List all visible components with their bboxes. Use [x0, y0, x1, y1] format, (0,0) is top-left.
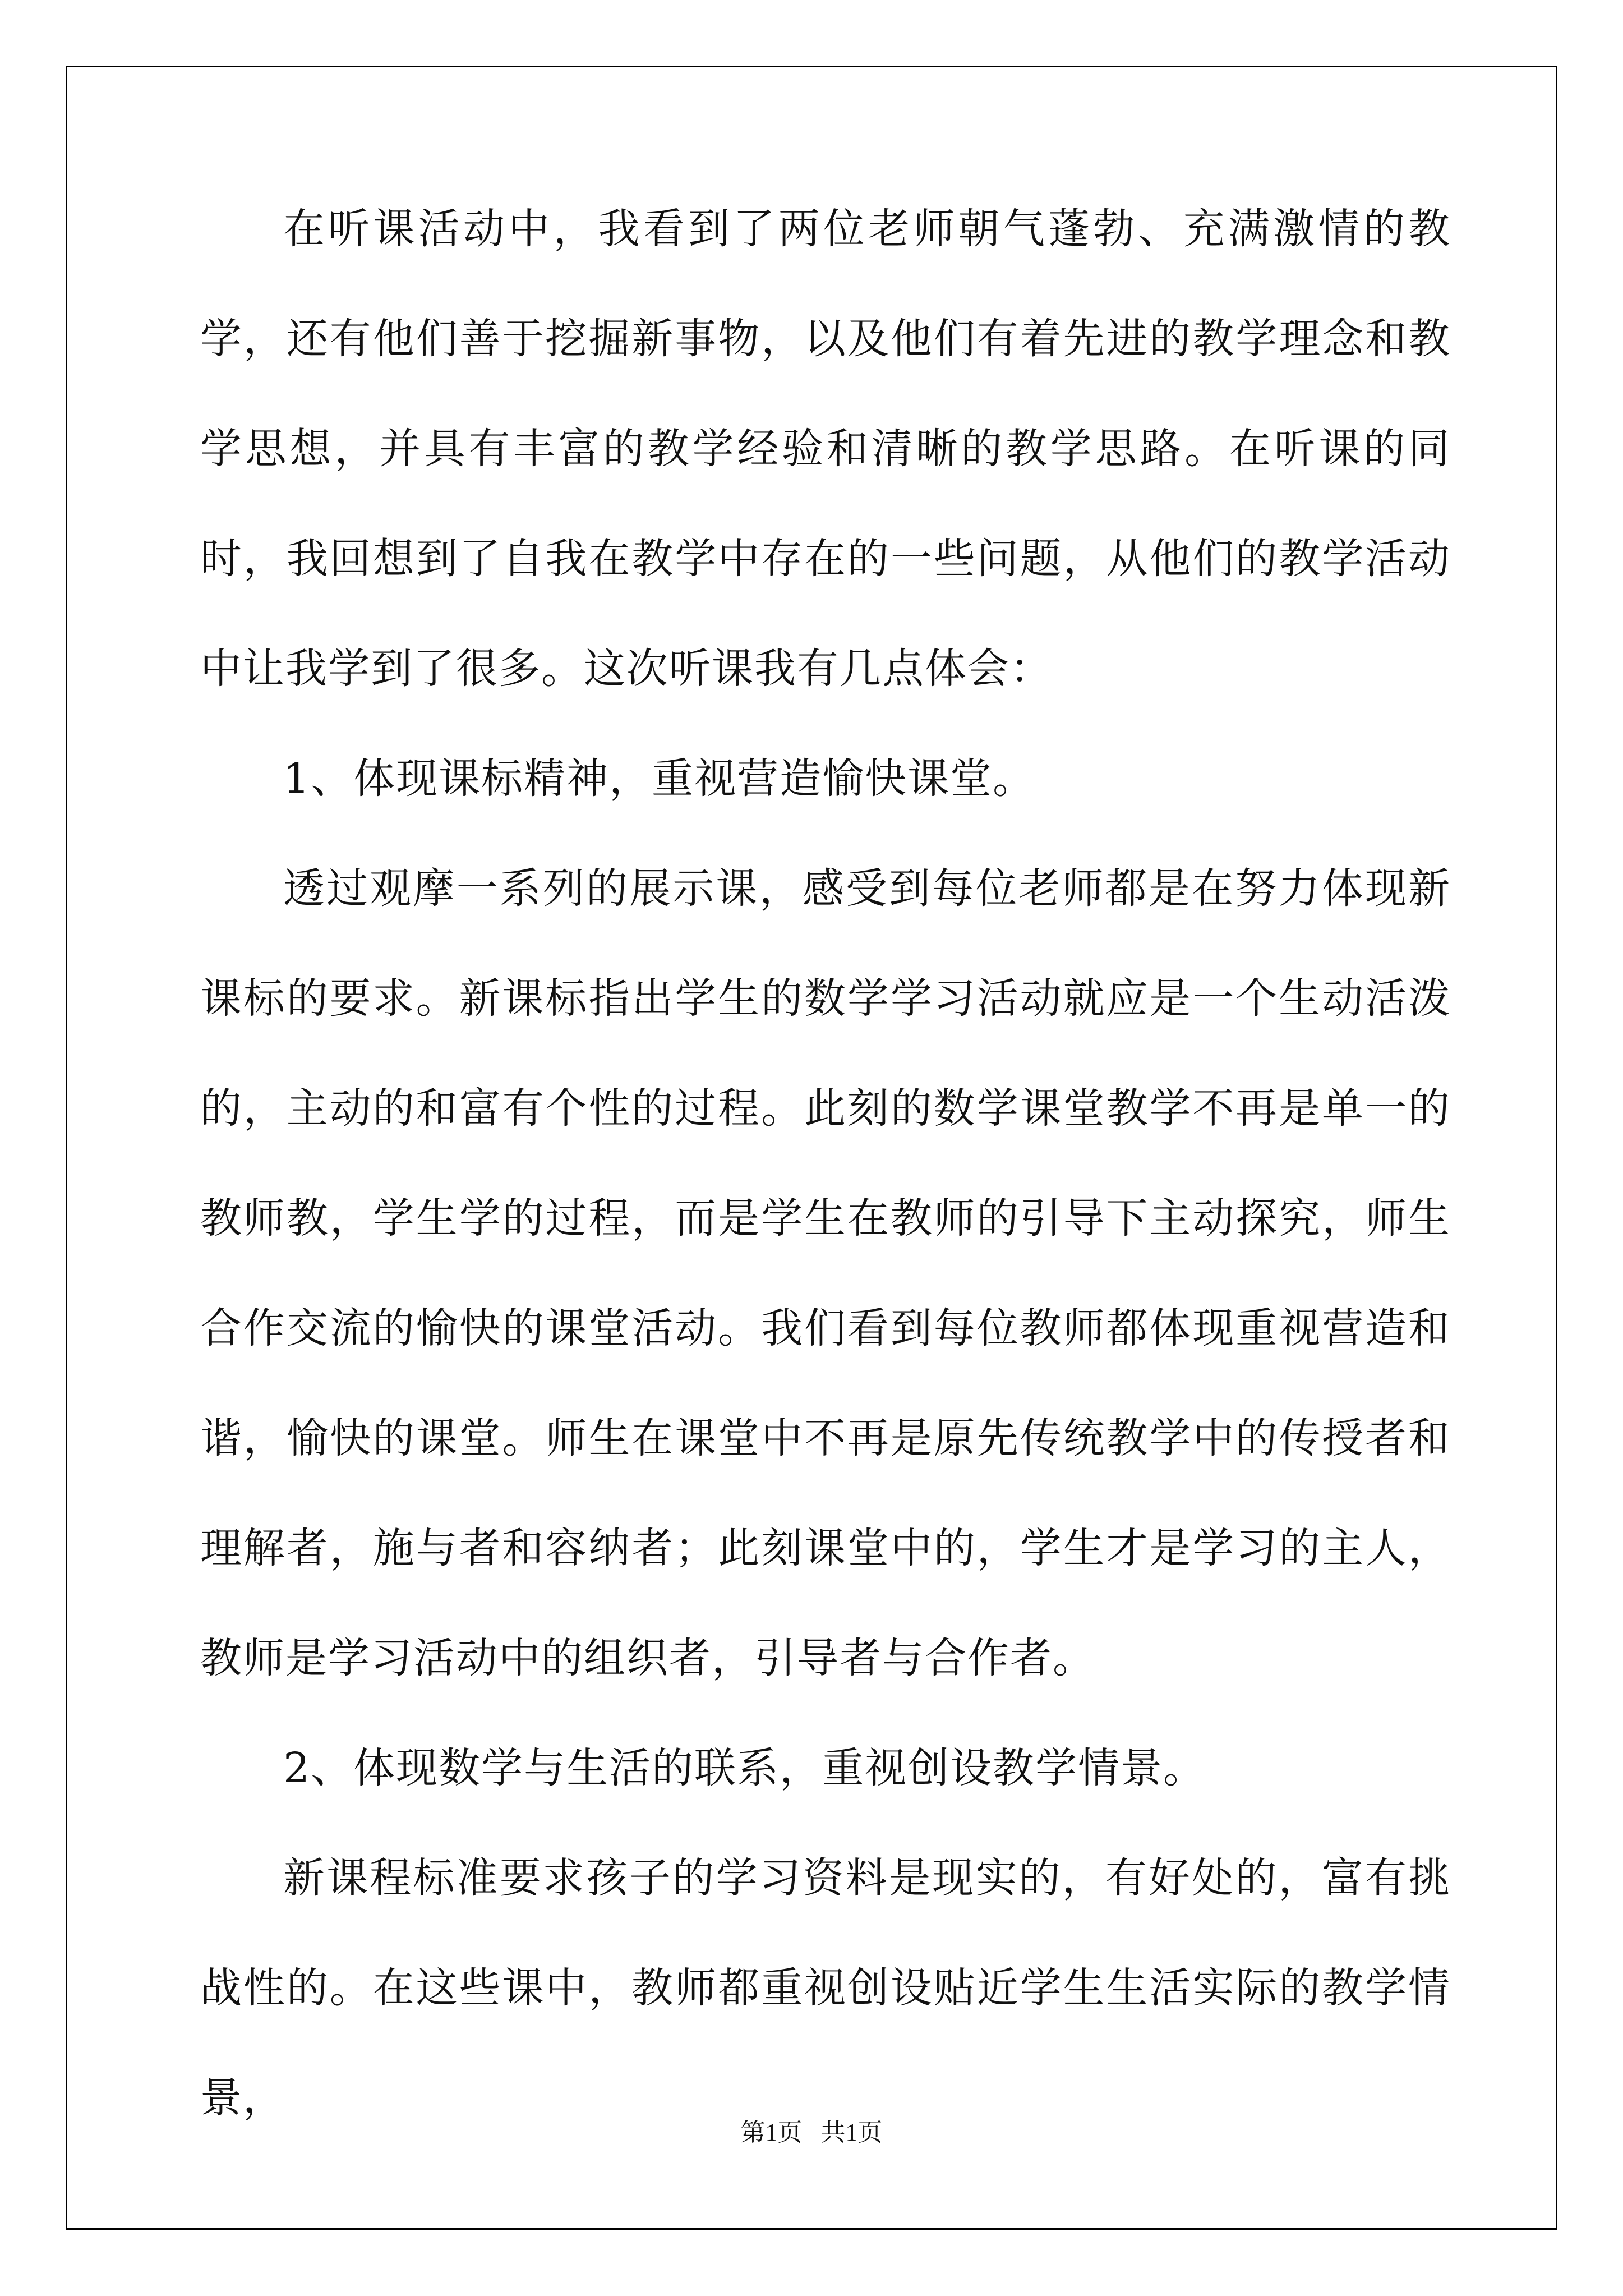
paragraph-heading-2: 2、体现数学与生活的联系，重视创设教学情景。	[283, 1744, 1206, 1792]
paragraph-body-2: 新课程标准要求孩子的学习资料是现实的，有好处的，富有挑战性的。在这些课中，教师都重视创设贴近学生生活实际的教学情景，	[200, 1854, 1451, 2122]
paragraph-heading-1: 1、体现课标精神，重视营造愉快课堂。	[283, 754, 1036, 803]
page-footer: 第1页 共1页	[740, 2119, 883, 2146]
document-body	[200, 174, 1451, 2153]
paragraph-body-1: 透过观摩一系列的展示课，感受到每位老师都是在努力体现新课标的要求。新课标指出学生的数学学习活动就应是一个生动活泼的，主动的和富有个性的过程。此刻的数学课堂教学不再是单一的教师教，学生学的过程，而是学生在教师的引导下主动探究，师生合作交流的愉快的课堂活动。我们看到每位教师都体现重视营造和谐，愉快的课堂。师生在课堂中不再是原先传统教学中的传授者和理解者，施与者和容纳者；此刻课堂中的，学生才是学习的主人，教师是学习活动中的组织者，引导者与合作者。	[200, 864, 1451, 1682]
paragraph-intro: 在听课活动中，我看到了两位老师朝气蓬勃、充满激情的教学，还有他们善于挖掘新事物，以及他们有着先进的教学理念和教学思想，并具有丰富的教学经验和清晰的教学思路。在听课的同时，我回想到了自我在教学中存在的一些问题，从他们的教学活动中让我学到了很多。这次听课我有几点体会：	[200, 205, 1451, 693]
